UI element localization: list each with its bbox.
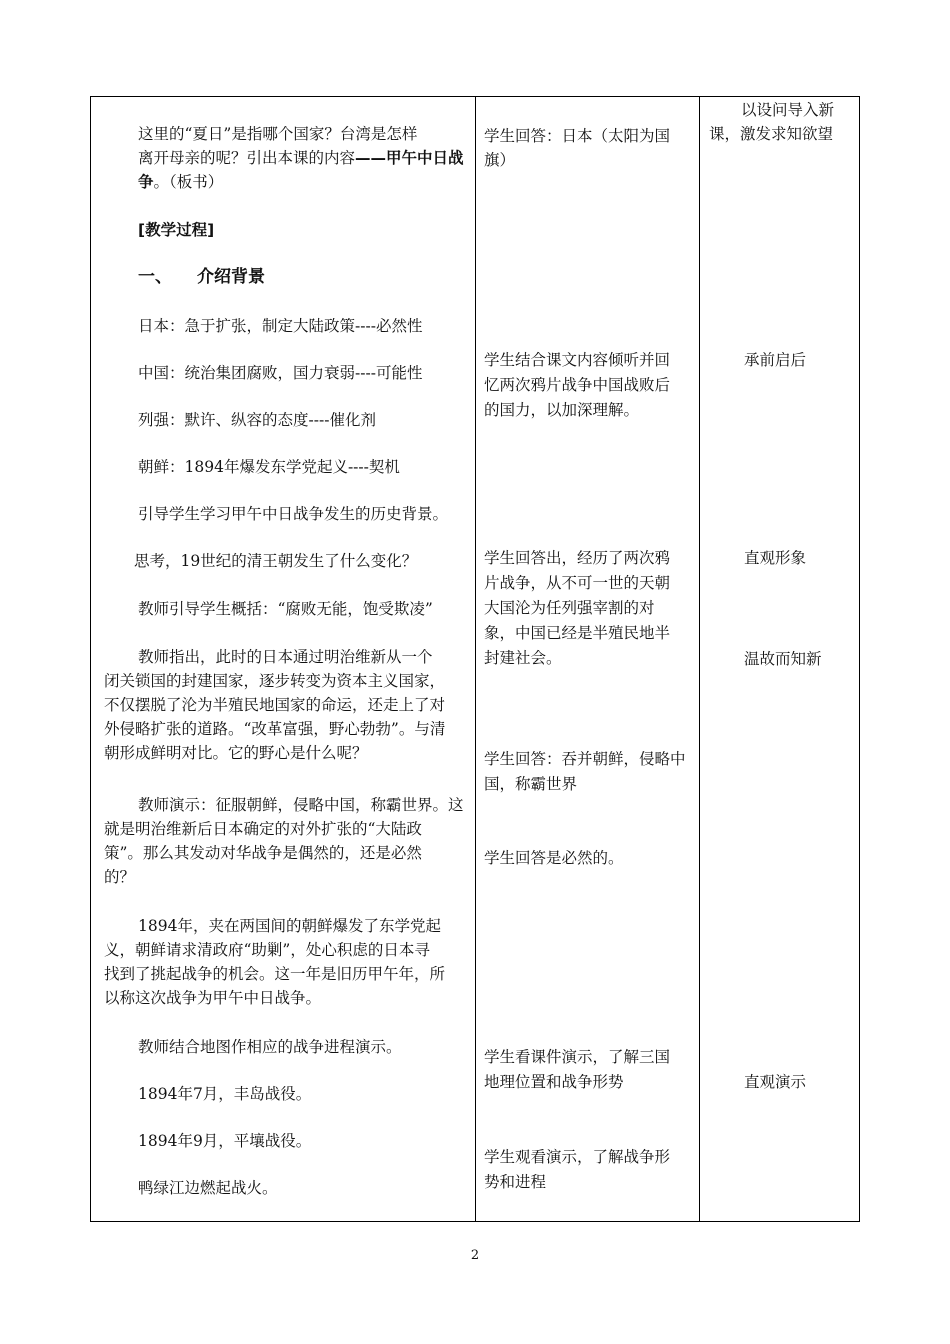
summary-text: 教师引导学生概括：“腐败无能，饱受欺凌” <box>138 600 433 618</box>
design-note: 承前启后 <box>744 351 807 369</box>
meiji-text: 朝形成鲜明对比。它的野心是什么呢？ <box>104 744 368 762</box>
demo-text: 策”。那么其发动对华战争是偶然的，还是必然 <box>104 844 422 862</box>
year-1894-text: 1894年，夹在两国间的朝鲜爆发了东学党起 <box>138 917 441 935</box>
background-powers: 列强：默许、纵容的态度----催化剂 <box>138 411 376 429</box>
meiji-text: 外侵略扩张的道路。“改革富强，野心勃勃”。与清 <box>104 720 446 738</box>
demo-text: 的？ <box>104 868 136 886</box>
intro-text: 这里的“夏日”是指哪个国家？台湾是怎样 <box>138 125 418 143</box>
student-answer: 大国沦为任列强宰割的对 <box>484 599 655 617</box>
lesson-plan-table <box>90 96 860 1222</box>
column-divider <box>699 97 700 1221</box>
design-note: 温故而知新 <box>744 650 822 668</box>
intro-text: 争。（板书） <box>138 173 224 191</box>
student-answer: 学生回答是必然的。 <box>484 849 624 867</box>
meiji-text: 不仅摆脱了沦为半殖民地国家的命运，还走上了对 <box>104 696 446 714</box>
think-question: 思考，19世纪的清王朝发生了什么变化？ <box>134 552 418 570</box>
student-answer: 学生看课件演示，了解三国 <box>484 1048 671 1066</box>
student-answer: 片战争，从不可一世的天朝 <box>484 574 671 592</box>
background-japan: 日本：急于扩张，制定大陆政策----必然性 <box>138 317 423 335</box>
student-answer: 象，中国已经是半殖民地半 <box>484 624 671 642</box>
student-answer: 国，称霸世界 <box>484 775 578 793</box>
background-china: 中国：统治集团腐败，国力衰弱----可能性 <box>138 364 423 382</box>
process-heading: [教学过程] <box>138 221 215 239</box>
student-answer: 学生观看演示，了解战争形 <box>484 1148 671 1166</box>
battle-item: 1894年9月，平壤战役。 <box>138 1132 312 1150</box>
year-1894-text: 以称这次战争为甲午中日战争。 <box>104 989 322 1007</box>
student-answer: 学生回答：吞并朝鲜，侵略中 <box>484 750 686 768</box>
demo-text: 就是明治维新后日本确定的对外扩张的“大陆政 <box>104 820 422 838</box>
student-answer: 势和进程 <box>484 1173 547 1191</box>
student-answer: 的国力，以加深理解。 <box>484 401 640 419</box>
demo-text: 教师演示：征服朝鲜，侵略中国，称霸世界。这 <box>138 796 464 814</box>
design-note: 直观形象 <box>744 549 807 567</box>
student-answer: 忆两次鸦片战争中国战败后 <box>484 376 671 394</box>
guide-text: 引导学生学习甲午中日战争发生的历史背景。 <box>138 505 449 523</box>
student-answer: 封建社会。 <box>484 649 562 667</box>
map-demo-text: 教师结合地图作相应的战争进程演示。 <box>138 1038 402 1056</box>
meiji-text: 闭关锁国的封建国家，逐步转变为资本主义国家， <box>104 672 446 690</box>
student-answer: 学生回答出，经历了两次鸦 <box>484 549 671 567</box>
background-korea: 朝鲜：1894年爆发东学党起义----契机 <box>138 458 400 476</box>
battle-item: 1894年7月，丰岛战役。 <box>138 1085 312 1103</box>
column-divider <box>475 97 476 1221</box>
section-title: 介绍背景 <box>197 267 265 287</box>
design-note: 直观演示 <box>744 1073 807 1091</box>
battle-item: 鸭绿江边燃起战火。 <box>138 1179 278 1197</box>
intro-text: 离开母亲的呢？引出本课的内容——甲午中日战 <box>138 149 464 167</box>
meiji-text: 教师指出，此时的日本通过明治维新从一个 <box>138 648 433 666</box>
page-number: 2 <box>470 1248 480 1263</box>
section-number: 一、 <box>138 267 172 287</box>
student-answer: 地理位置和战争形势 <box>484 1073 624 1091</box>
student-answer: 学生结合课文内容倾听并回 <box>484 351 671 369</box>
student-answer: 学生回答：日本（太阳为国 <box>484 127 671 145</box>
design-note: 课，激发求知欲望 <box>709 125 834 143</box>
year-1894-text: 找到了挑起战争的机会。这一年是旧历甲午年，所 <box>104 965 446 983</box>
student-answer: 旗） <box>484 151 516 169</box>
year-1894-text: 义，朝鲜请求清政府“助剿”，处心积虑的日本寻 <box>104 941 430 959</box>
design-note: 以设问导入新 <box>741 101 835 119</box>
